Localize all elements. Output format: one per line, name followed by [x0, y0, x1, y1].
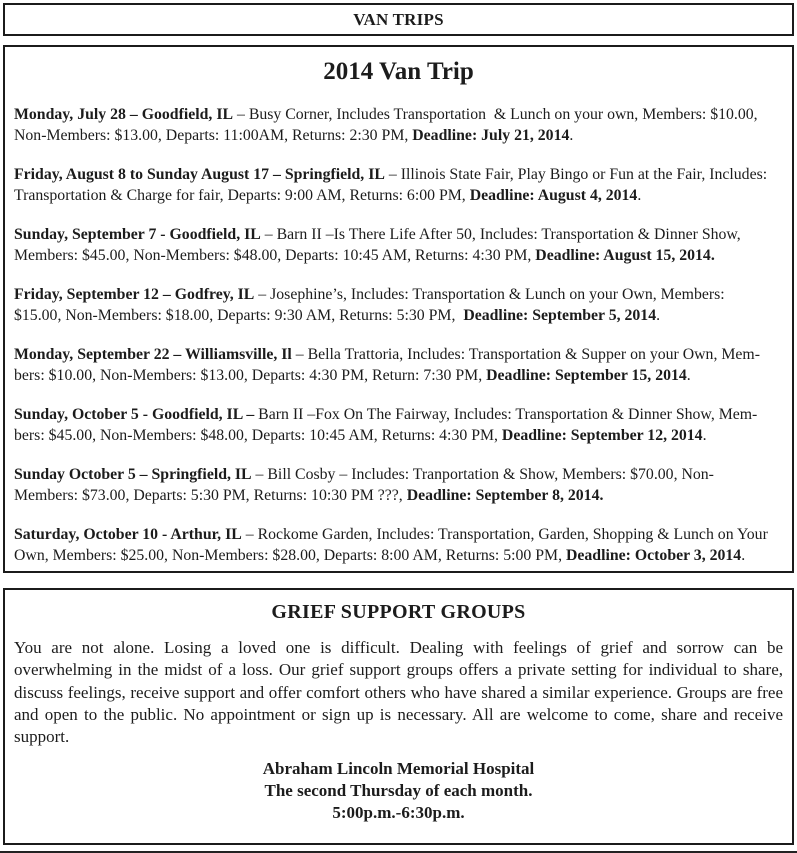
- trip-entry: [14, 225, 783, 266]
- banner-title: VAN TRIPS: [353, 9, 444, 29]
- trip-line: Members: $45.00, Non-Members: $48.00, Departs: 10:45 AM, Returns: 4:30 PM, Deadline: August 15, 2014.: [14, 246, 715, 264]
- grief-paragraph: You are not alone. Losing a loved one is difficult. Dealing with feelings of grief and sorrow can be overwhelming in the midst of a loss. Our grief support groups offers a private setting for individual to share, discuss feelings, receive support and offer comfort others who have shared a similar experience. Groups are free and open to the public. No appointment or sign up is necessary. All are welcome to come, share and receive support.: [14, 638, 783, 747]
- grief-title: GRIEF SUPPORT GROUPS: [271, 601, 526, 623]
- trip-entry: [14, 465, 783, 506]
- grief-footer-line: Abraham Lincoln Memorial Hospital: [262, 759, 535, 779]
- trip-entry: [14, 285, 783, 326]
- trip-entry: [14, 345, 783, 386]
- trip-line: bers: $10.00, Non-Members: $13.00, Departs: 4:30 PM, Return: 7:30 PM, Deadline: September 15, 2014.: [14, 366, 691, 384]
- trip-entry: [14, 525, 783, 566]
- van-trip-section: [3, 45, 794, 573]
- trip-line: Members: $73.00, Departs: 5:30 PM, Returns: 10:30 PM ???, Deadline: September 8, 2014.: [14, 486, 604, 504]
- trip-entry: [14, 405, 783, 446]
- grief-footer-line: 5:00p.m.-6:30p.m.: [332, 803, 465, 823]
- trip-line: Own, Members: $25.00, Non-Members: $28.00, Departs: 8:00 AM, Returns: 5:00 PM, Deadline: October 3, 2014.: [14, 546, 746, 564]
- trip-entry: [14, 165, 783, 206]
- trip-line: Friday, September 12 – Godfrey, IL – Josephine’s, Includes: Transportation & Lunch on your Own, Members:: [14, 286, 725, 303]
- grief-footer-line: The second Thursday of each month.: [264, 781, 533, 801]
- trip-line: Sunday, October 5 - Goodfield, IL – Barn II –Fox On The Fairway, Includes: Transportation & Dinner Show, Mem-: [14, 406, 758, 423]
- trip-line: Sunday October 5 – Springfield, IL – Bill Cosby – Includes: Tranportation & Show, Members: $70.00, Non-: [14, 466, 714, 483]
- grief-footer: [14, 758, 783, 824]
- trip-line: Sunday, September 7 - Goodfield, IL – Barn II –Is There Life After 50, Includes: Transportation & Dinner Show,: [14, 226, 741, 243]
- van-trips-banner: [3, 3, 794, 36]
- trip-line: Non-Members: $13.00, Departs: 11:00AM, Returns: 2:30 PM, Deadline: July 21, 2014.: [14, 126, 574, 144]
- trip-line: Monday, September 22 – Williamsville, Il – Bella Trattoria, Includes: Transportation & Supper on your Own, Mem-: [14, 346, 760, 363]
- trip-line: Monday, July 28 – Goodfield, IL – Busy Corner, Includes Transportation & Lunch on your own, Members: $10.00,: [14, 106, 758, 123]
- trip-entry: [14, 105, 783, 146]
- grief-support-section: [3, 588, 794, 845]
- trip-line: Saturday, October 10 - Arthur, IL – Rockome Garden, Includes: Transportation, Garden, Shopping & Lunch on Your: [14, 526, 768, 543]
- trip-line: $15.00, Non-Members: $18.00, Departs: 9:30 AM, Returns: 5:30 PM, Deadline: September 5, 2014.: [14, 306, 661, 324]
- trip-line: bers: $45.00, Non-Members: $48.00, Departs: 10:45 AM, Returns: 4:30 PM, Deadline: September 12, 2014.: [14, 426, 707, 444]
- van-trip-title: 2014 Van Trip: [323, 58, 474, 85]
- trip-line: Friday, August 8 to Sunday August 17 – Springfield, IL – Illinois State Fair, Play Bingo or Fun at the Fair, Includes:: [14, 166, 768, 183]
- trip-line: Transportation & Charge for fair, Departs: 9:00 AM, Returns: 6:00 PM, Deadline: August 4, 2014.: [14, 186, 642, 204]
- trip-list: [14, 105, 783, 566]
